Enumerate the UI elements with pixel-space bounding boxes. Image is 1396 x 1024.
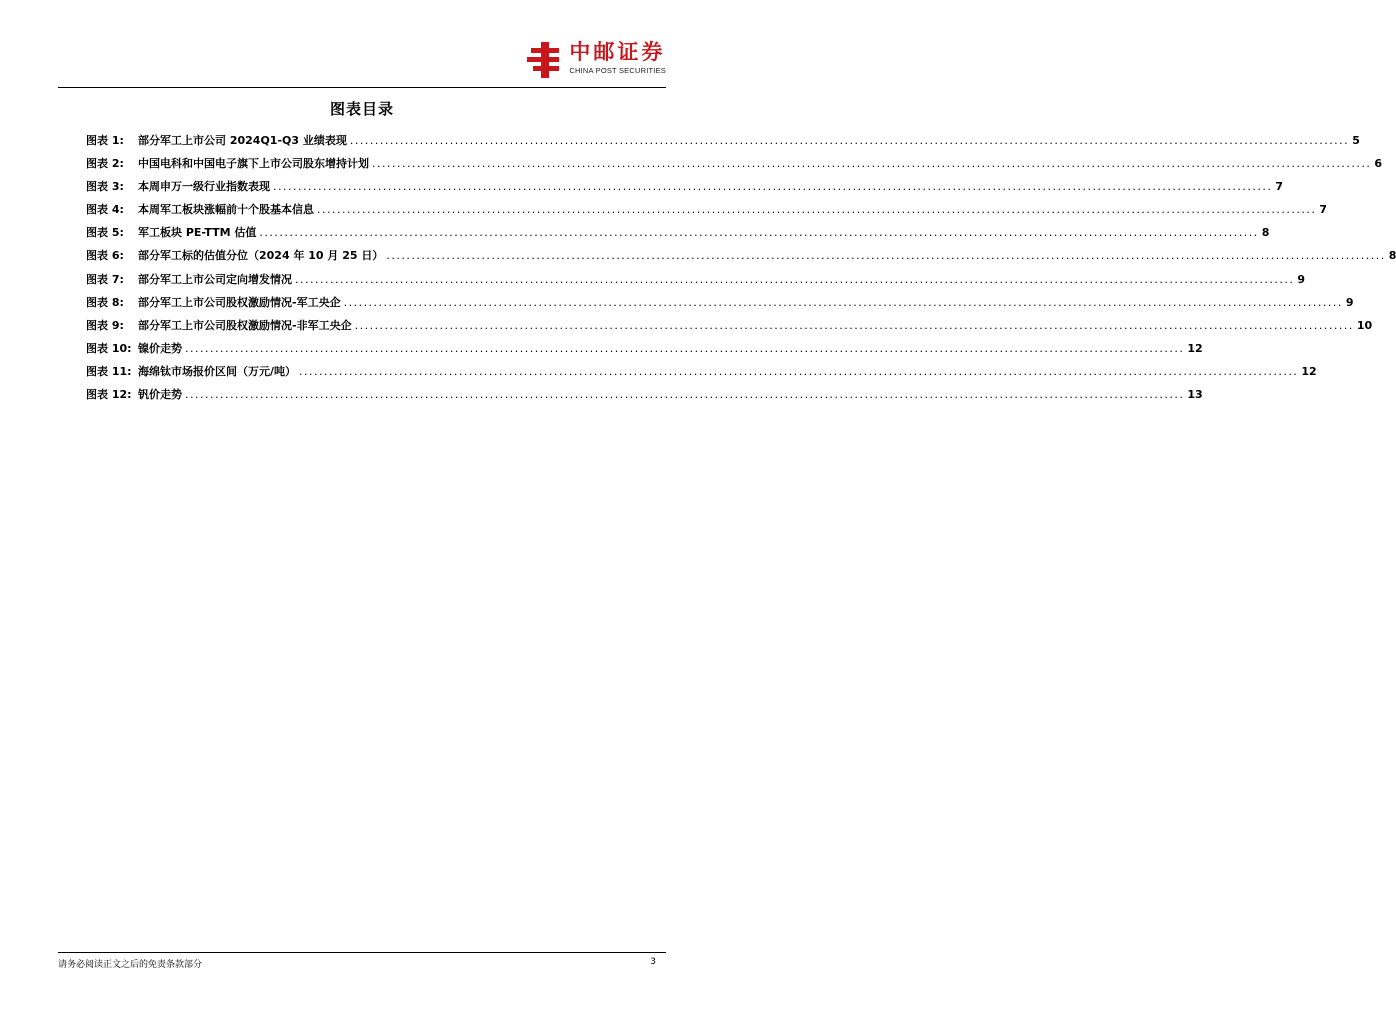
toc-entry[interactable] (86, 294, 1354, 317)
toc-entry-title: 镍价走势 (138, 341, 182, 355)
toc-entry-page: 8 (1261, 226, 1270, 240)
toc-entry-title: 部分军工上市公司定向增发情况 (138, 272, 292, 286)
toc-entry-label: 图表 5: (86, 226, 124, 240)
toc-dot-leader: ........................................................................................................................................................................................................ (273, 180, 1273, 194)
toc-entry-label: 图表 1: (86, 134, 124, 147)
header-divider (58, 87, 666, 88)
toc-entry-title: 部分军工上市公司 2024Q1-Q3 业绩表现 (138, 134, 347, 147)
toc-dot-leader: ........................................................................................................................................................................................................ (299, 364, 1299, 378)
toc-entry-page: 12 (1301, 364, 1317, 378)
toc-title: 图表目录 (329, 100, 394, 118)
toc-entry[interactable] (86, 224, 1270, 247)
toc-entry-label: 图表 7: (86, 272, 124, 286)
toc-dot-leader: ........................................................................................................................................................................................................ (259, 226, 1259, 240)
toc-dot-leader: ........................................................................................................................................................................................................ (354, 318, 1354, 332)
toc-entry-title: 本周申万一级行业指数表现 (138, 180, 270, 194)
toc-entry-page: 5 (1352, 134, 1360, 147)
toc-entry[interactable] (86, 201, 1327, 224)
toc-dot-leader: ........................................................................................................................................................................................................ (317, 203, 1317, 217)
toc-entry-label: 图表 2: (86, 157, 124, 171)
toc-entry-title: 本周军工板块涨幅前十个股基本信息 (138, 203, 314, 217)
toc-entry[interactable] (86, 386, 1203, 409)
toc-entry[interactable] (86, 317, 1373, 340)
toc-entry-page: 7 (1319, 203, 1327, 217)
toc-entry-title: 部分军工上市公司股权激励情况-非军工央企 (138, 318, 352, 332)
toc-dot-leader: ........................................................................................................................................................................................................ (386, 249, 1386, 263)
toc-entry-page: 7 (1275, 180, 1283, 194)
toc-entry-label: 图表 9: (86, 318, 124, 332)
toc-dot-leader: ........................................................................................................................................................................................................ (372, 157, 1372, 171)
toc-entry-label: 图表 12: (86, 388, 132, 402)
china-post-logo-icon (527, 40, 563, 80)
toc-entry-title: 军工板块 PE-TTM 估值 (138, 226, 257, 240)
toc-entry-page: 9 (1297, 272, 1305, 286)
toc-entry-page: 8 (1388, 249, 1396, 263)
table-of-figures (86, 132, 1396, 409)
toc-entry-title: 中国电科和中国电子旗下上市公司股东增持计划 (138, 157, 369, 171)
toc-entry-label: 图表 8: (86, 295, 124, 309)
toc-entry-label: 图表 4: (86, 203, 124, 217)
toc-entry[interactable] (86, 363, 1317, 386)
toc-entry-page: 9 (1345, 295, 1354, 309)
toc-entry-label: 图表 6: (86, 249, 124, 263)
toc-entry[interactable] (86, 271, 1305, 294)
toc-entry[interactable] (86, 340, 1203, 363)
toc-entry[interactable] (86, 155, 1382, 178)
toc-entry-title: 海绵钛市场报价区间（万元/吨） (138, 364, 297, 378)
toc-dot-leader: ........................................................................................................................................................................................................ (295, 272, 1295, 286)
toc-entry[interactable] (86, 178, 1283, 201)
header-logo (527, 40, 666, 80)
toc-entry[interactable] (86, 247, 1396, 270)
toc-entry-title: 部分军工标的估值分位（2024 年 10 月 25 日） (138, 249, 384, 263)
toc-entry-title: 钒价走势 (138, 388, 182, 402)
toc-entry-title: 部分军工上市公司股权激励情况-军工央企 (138, 295, 341, 309)
toc-dot-leader: ........................................................................................................................................................................................................ (185, 341, 1185, 355)
toc-entry-page: 12 (1187, 341, 1203, 355)
toc-entry-page: 10 (1356, 318, 1373, 332)
toc-entry[interactable] (86, 132, 1360, 155)
footer-divider (58, 952, 666, 953)
page-number: 3 (650, 957, 656, 967)
footer-disclaimer-note: 请务必阅读正文之后的免责条款部分 (58, 960, 203, 970)
brand-name-en: CHINA POST SECURITIES (569, 66, 666, 75)
toc-entry-label: 图表 10: (86, 341, 132, 355)
toc-dot-leader: ........................................................................................................................................................................................................ (185, 388, 1185, 402)
brand-name-cn: 中邮证券 (569, 40, 666, 64)
toc-entry-page: 13 (1187, 388, 1203, 402)
toc-dot-leader: ........................................................................................................................................................................................................ (343, 295, 1343, 309)
toc-entry-page: 6 (1374, 157, 1382, 171)
toc-entry-label: 图表 3: (86, 180, 124, 194)
toc-dot-leader: ........................................................................................................................................................................................................ (349, 134, 1350, 147)
toc-entry-label: 图表 11: (86, 364, 132, 378)
